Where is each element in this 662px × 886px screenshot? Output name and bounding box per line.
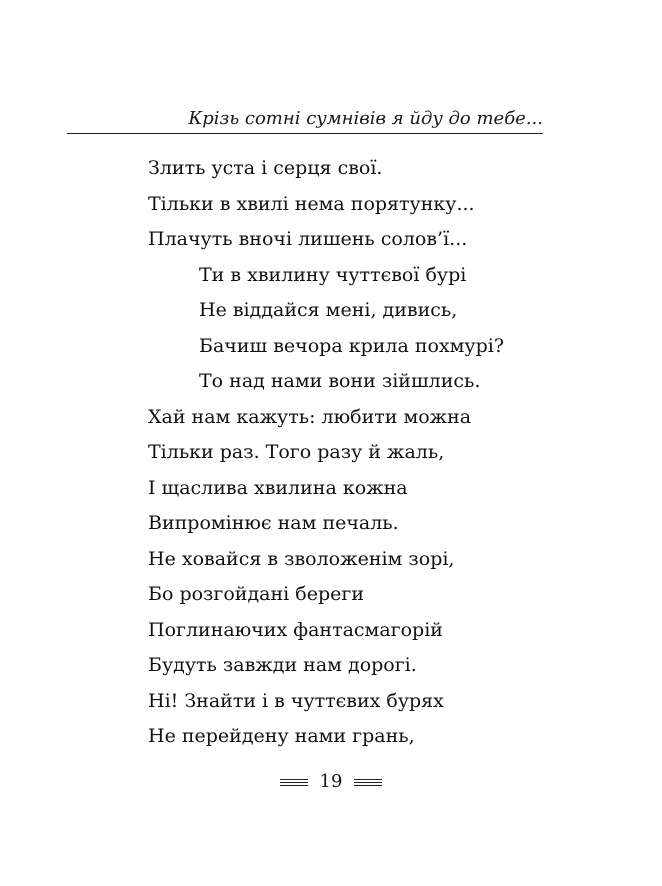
poem-line-indented: Бачиш вечора крила похмурі? — [199, 334, 505, 357]
poem-line: Випромінює нам печаль. — [148, 512, 399, 534]
poem-text — [148, 151, 588, 755]
header-rule — [67, 133, 543, 134]
footer-ornament-right — [354, 778, 382, 787]
page-number: 19 — [319, 771, 343, 792]
poem-line: Поглинаючих фантасмагорій — [148, 618, 443, 641]
poem-line: Не перейдену нами грань, — [148, 725, 415, 747]
poem-line: Тільки раз. Того разу й жаль, — [148, 441, 445, 463]
poem-line: Хай нам кажуть: любити можна — [148, 405, 472, 428]
page-footer — [0, 770, 662, 794]
poem-line: Злить уста і серця свої. — [148, 157, 383, 179]
poem-line: Тільки в хвилі нема порятунку... — [148, 192, 475, 215]
poem-line: Бо розгойдані береги — [148, 583, 364, 605]
poem-line: І щаслива хвилина кожна — [148, 476, 408, 499]
footer-ornament-left — [280, 778, 308, 787]
poem-line: Не ховайся в зволоженім зорі, — [148, 547, 455, 570]
running-header-title: Крізь сотні сумнівів я йду до тебе... — [188, 108, 543, 129]
poem-line: Будуть завжди нам дорогі. — [148, 654, 417, 676]
poem-line-indented: То над нами вони зійшлись. — [199, 370, 481, 392]
poem-line: Ні! Знайти і в чуттєвих бурях — [148, 689, 444, 712]
poem-line: Плачуть вночі лишень солов’ї... — [148, 228, 468, 250]
poem-line-indented: Не віддайся мені, дивись, — [199, 299, 458, 321]
poem-line-indented: Ти в хвилину чуттєвої бурі — [199, 263, 467, 286]
